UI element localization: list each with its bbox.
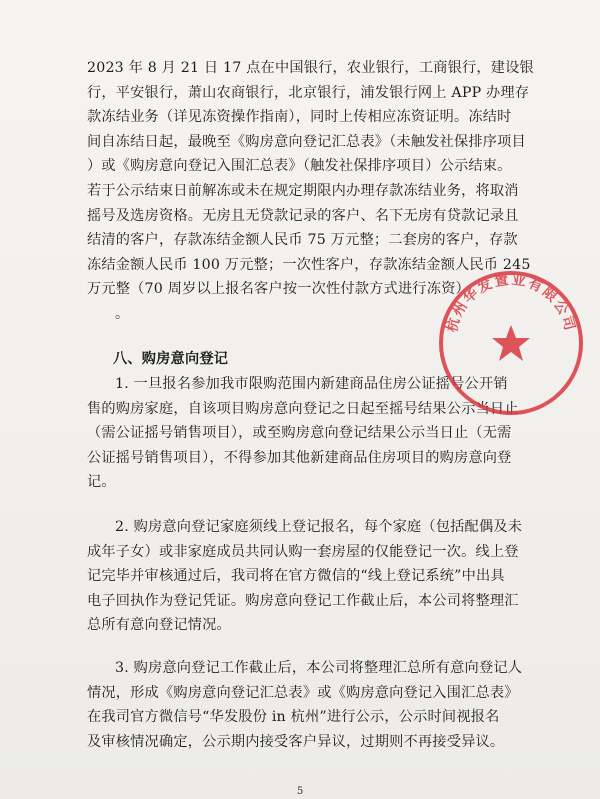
item-3-paragraph — [87, 656, 557, 754]
item-1-line: 记。 — [87, 474, 116, 491]
paragraph-line: 若于公示结束日前解冻或未在规定期限内办理存款冻结业务，将取消 — [87, 182, 519, 199]
item-3-line: 在我司官方微信号“华发股份 in 杭州”进行公示，公示时间视报名 — [87, 709, 500, 726]
item-3-line: 情况，形成《购房意向登记汇总表》或《购房意向登记入围汇总表》 — [87, 684, 519, 701]
company-seal-stamp — [436, 268, 586, 418]
seal-text: 杭州华发置业有限公司 — [444, 271, 578, 334]
item-1-line: 售的购房家庭，自该项目购房意向登记之日起至摇号结果公示当日止 — [87, 400, 519, 417]
paragraph-line: 摇号及选房资格。无房且无贷款记录的客户、名下无房有贷款记录且 — [87, 207, 519, 224]
item-1-line: （需公证摇号销售项目），或至购房意向登记结果公示当日止（无需 — [87, 425, 512, 442]
seal-star-icon — [492, 325, 530, 361]
paragraph-line: 万元整（70 周岁以上报名客户按一次性付款方式进行冻资） — [87, 281, 470, 298]
item-1-line: 公证摇号销售项目），不得参加其他新建商品住房项目的购房意向登 — [87, 449, 512, 466]
item-3-line: 3. 购房意向登记工作截止后，本公司将整理汇总所有意向登记人 — [115, 660, 523, 676]
paragraph-line: 冻结金额人民币 100 万元整；一次性客户，存款冻结金额人民币 245 — [87, 256, 531, 273]
item-2-paragraph — [87, 515, 557, 638]
item-1-line: 1. 一旦报名参加我市限购范围内新建商品住房公证摇号公开销 — [115, 376, 508, 392]
paragraph-line: 间自冻结日起，最晚至《购房意向登记汇总表》（未触发社保排序项目 — [87, 133, 526, 150]
paragraph-line: 结清的客户，存款冻结金额人民币 75 万元整；二套房的客户，存款 — [87, 232, 518, 249]
item-2-line: 成年子女）或非家庭成员共同认购一套房屋的仅能登记一次。线上登 — [87, 543, 519, 560]
item-3-line: 及审核情况确定，公示期内接受客户异议，过期则不再接受异议。 — [87, 733, 505, 750]
section-heading: 八、购房意向登记 — [113, 351, 229, 367]
paragraph-line: 2023 年 8 月 21 日 17 点在中国银行，农业银行，工商银行，建设银 — [87, 60, 534, 76]
paragraph-line: 。 — [115, 305, 130, 322]
paragraph-line: 款冻结业务（详见冻资操作指南），同时上传相应冻资证明。冻结时 — [87, 109, 512, 126]
item-2-line: 2. 购房意向登记家庭须线上登记报名，每个家庭（包括配偶及未 — [115, 519, 523, 535]
paragraph-line: ）或《购房意向登记入围汇总表》（触发社保排序项目）公示结束。 — [87, 158, 512, 175]
item-2-line: 电子回执作为登记凭证。购房意向登记工作截止后，本公司将整理汇 — [87, 592, 519, 609]
paragraph-line: 行，平安银行，萧山农商银行，北京银行，浦发银行网上 APP 办理存 — [87, 84, 530, 101]
item-2-line: 记完毕并审核通过后，我司将在官方微信的“线上登记系统”中出具 — [87, 568, 505, 585]
page-number: 5 — [296, 786, 304, 797]
svg-text:杭州华发置业有限公司 — [443, 271, 579, 334]
item-2-line: 总所有意向登记情况。 — [87, 617, 231, 634]
